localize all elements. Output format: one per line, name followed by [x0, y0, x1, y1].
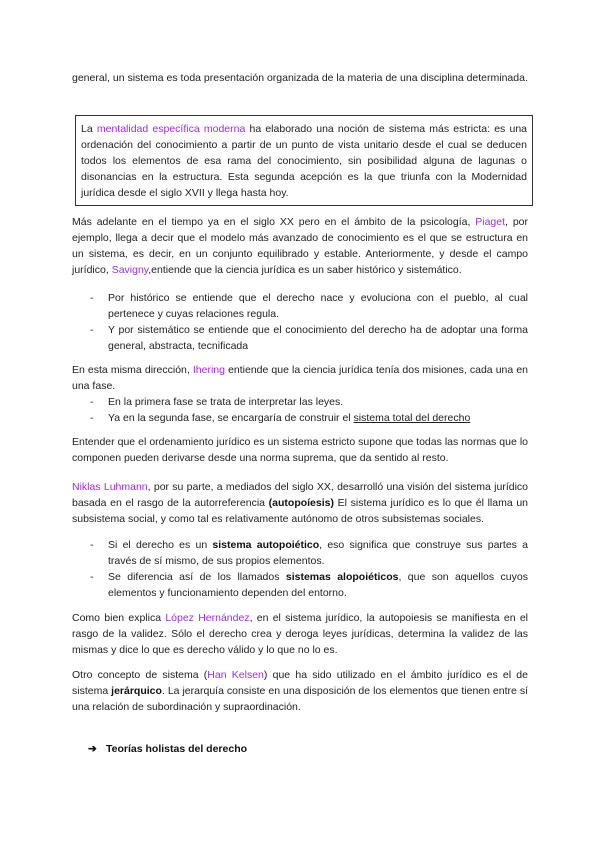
arrow-right-icon: ➔ — [88, 743, 97, 755]
paragraph-intro: general, un sistema es toda presentación organizada de la materia de una disciplina determinada. — [72, 72, 528, 84]
name-kelsen: Han Kelsen — [207, 669, 264, 681]
list-item: - Y por sistemático se entiende que el conocimiento del derecho ha de adoptar una forma general, abstracta, tecnificada — [90, 324, 528, 352]
paragraph-luhmann: Niklas Luhmann, por su parte, a mediados del siglo XX, desarrolló una visión del sistema jurídico basada en el rasgo de la autorreferencia (autopoíesis) El sistema jurídico es lo que él llama un subsistema social, y como tal es relativamente autónomo de otros subsistemas sociales. — [72, 481, 529, 525]
paragraph-ihering: En esta misma dirección, Ihering entiende que la ciencia jurídica tenía dos misiones, cada una en una fase. — [72, 364, 528, 392]
paragraph-piaget-savigny: Más adelante en el tiempo ya en el siglo XX pero en el ámbito de la psicología, Piaget, por ejemplo, llega a decir que el modelo más avanzado de conocimiento es el que se estructura en un sistema, es decir, en un conjunto equilibrado y estable. Anteriormente, y desde el campo jurídico, Savigny,entiende que la ciencia jurídica es un saber histórico y sistemático. — [72, 216, 528, 276]
name-savigny: Savigny — [111, 264, 149, 276]
paragraph-kelsen: Otro concepto de sistema (Han Kelsen) que ha sido utilizado en el ámbito jurídico es el de sistema jerárquico. La jerarquía consiste en una disposición de los elementos que tienen entre sí una relación de subordinación y supraordinación. — [72, 669, 529, 713]
name-lopez-hernandez: López Hernández — [165, 612, 250, 624]
list-fases — [72, 394, 528, 426]
list-item: - Si el derecho es un sistema autopoiético, eso significa que construye sus partes a través de sí mismo, de sus propios elementos. — [90, 539, 528, 567]
name-piaget: Piaget — [475, 216, 506, 228]
list-autopoiesis — [72, 537, 528, 601]
list-historico-sistematico — [72, 290, 528, 354]
list-item: - Por histórico se entiende que el derecho nace y evoluciona con el pueblo, al cual pertenece y cuyas relaciones regula. — [90, 292, 528, 320]
list-item: - Ya en la segunda fase, se encargaría de construir el sistema total del derecho — [90, 412, 471, 424]
definition-box: La mentalidad específica moderna ha elaborado una noción de sistema más estricta: es una ordenación del conocimiento a partir de un punto de vista unitario desde el cual se deducen todos los elementos de esa rama del conocimiento, sin posibilidad alguna de lagunas o disonancias en la estructura. Esta segunda acepción es la que triunfa con la Modernidad jurídica desde el siglo XVII y llega hasta hoy. — [75, 115, 533, 206]
paragraph-lopez-hernandez: Como bien explica López Hernández, en el sistema jurídico, la autopoiesis se manifiesta en el rasgo de la validez. Sólo el derecho crea y deroga leyes jurídicas, determina la validez de las mismas y dice lo que es derecho válido y lo que no lo es. — [72, 612, 528, 656]
list-item: - En la primera fase se trata de interpretar las leyes. — [90, 396, 344, 408]
name-luhmann: Niklas Luhmann — [72, 481, 148, 493]
highlight-mentalidad: mentalidad específica moderna — [96, 123, 246, 135]
name-ihering: Ihering — [192, 364, 225, 376]
underlined-sistema-total: sistema total del derecho — [353, 412, 471, 424]
paragraph-ordenamiento: Entender que el ordenamiento jurídico es un sistema estricto supone que todas las normas que lo componen pueden derivarse desde una norma suprema, que da sentido al resto. — [72, 436, 528, 464]
section-heading: ➔ Teorías holistas del derecho — [88, 743, 248, 755]
list-item: - Se diferencia así de los llamados sistemas alopoiéticos, que son aquellos cuyos elementos y funcionamiento dependen del entorno. — [90, 571, 528, 599]
